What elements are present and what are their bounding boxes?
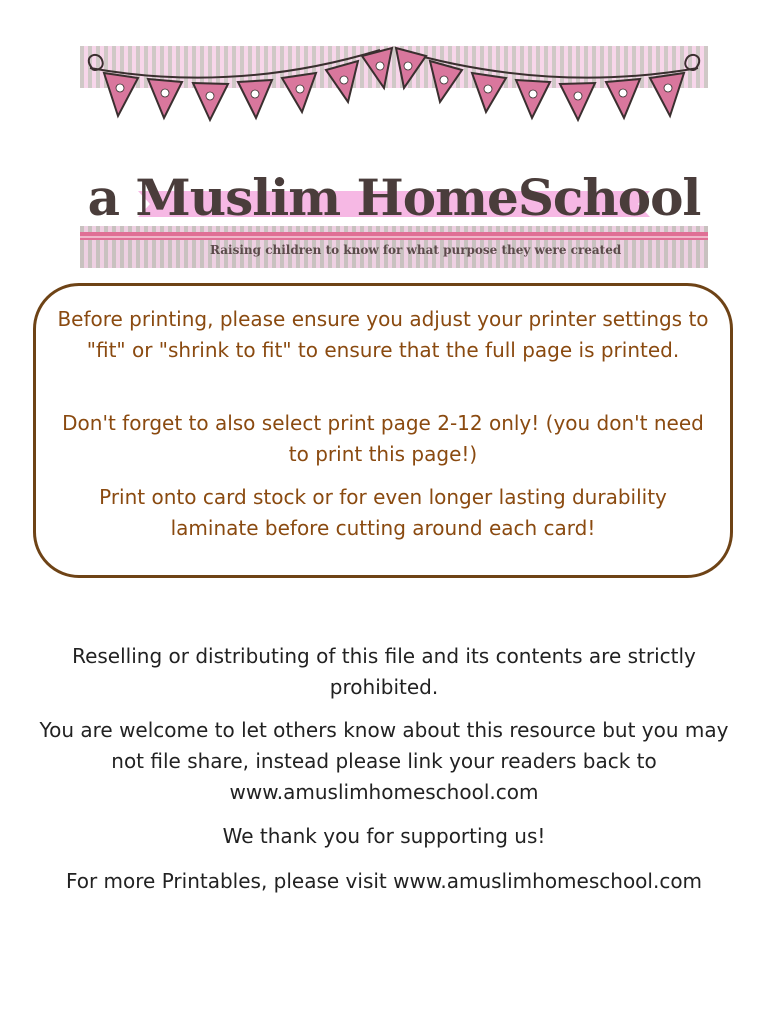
notice-resale-prohibited: Reselling or distributing of this file and its contents are strictly prohibited. <box>72 644 696 699</box>
brand-title: a Muslim HomeSchool <box>87 168 701 227</box>
notice-thank-you: We thank you for supporting us! <box>222 824 546 848</box>
instruction-fit-to-page: Before printing, please ensure you adjust your printer settings to "fit" or "shrink to fit" to ensure that the full page is printed. <box>57 307 709 362</box>
brand-tagline: Raising children to know for what purpose they were created <box>210 243 622 257</box>
banner-graphic <box>80 46 708 268</box>
printing-instructions-box <box>33 283 733 578</box>
instruction-card-stock: Print onto card stock or for even longer lasting durability laminate before cutting around each card! <box>99 485 667 540</box>
brand-banner <box>80 46 708 268</box>
instruction-page-range: Don't forget to also select print page 2-12 only! (you don't need to print this page!) <box>62 411 704 466</box>
notice-share-link: You are welcome to let others know about this resource but you may not file share, instead please link your readers back to www.amuslimhomeschool.com <box>39 718 729 804</box>
notice-more-printables: For more Printables, please visit www.amuslimhomeschool.com <box>65 869 703 893</box>
